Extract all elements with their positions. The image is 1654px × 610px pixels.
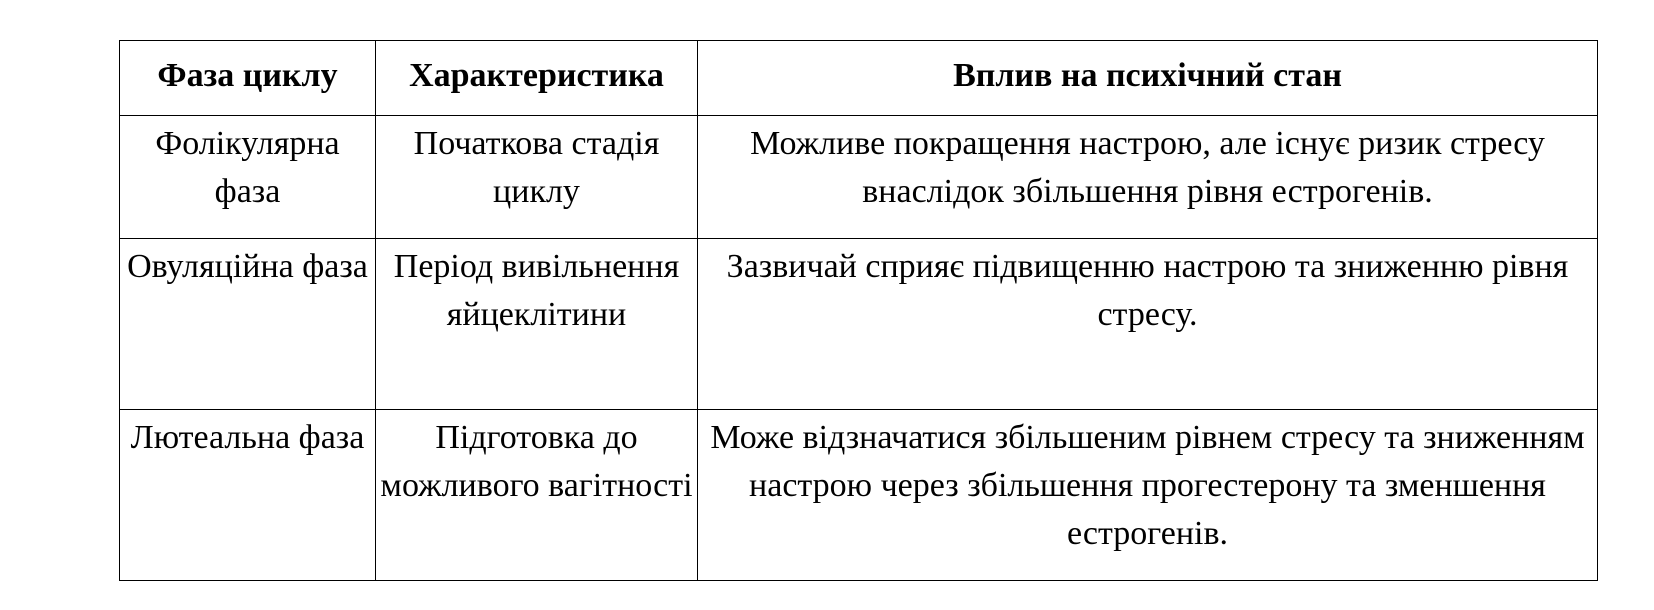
cell-effect: Можливе покращення настрою, але існує ризик стресу внаслідок збільшення рівня естрогенів.: [698, 116, 1598, 239]
table-row: [120, 410, 1598, 581]
cell-effect: Може відзначатися збільшеним рівнем стресу та зниженням настрою через збільшення прогестерону та зменшення естрогенів.: [698, 410, 1598, 581]
cell-characteristic: Початкова стадія циклу: [376, 116, 698, 239]
cell-effect: Зазвичай сприяє підвищенню настрою та зниженню рівня стресу.: [698, 239, 1598, 410]
header-characteristic: Характеристика: [376, 41, 698, 116]
menstrual-cycle-table-container: [119, 40, 1598, 581]
cell-phase: Лютеальна фаза: [120, 410, 376, 581]
header-effect: Вплив на психічний стан: [698, 41, 1598, 116]
cell-phase: Фолікулярна фаза: [120, 116, 376, 239]
header-phase: Фаза циклу: [120, 41, 376, 116]
cell-phase: Овуляційна фаза: [120, 239, 376, 410]
cell-characteristic: Період вивільнення яйцеклітини: [376, 239, 698, 410]
cell-characteristic: Підготовка до можливого вагітності: [376, 410, 698, 581]
table-row: [120, 116, 1598, 239]
table-header-row: [120, 41, 1598, 116]
table-row: [120, 239, 1598, 410]
menstrual-cycle-table: [119, 40, 1598, 581]
